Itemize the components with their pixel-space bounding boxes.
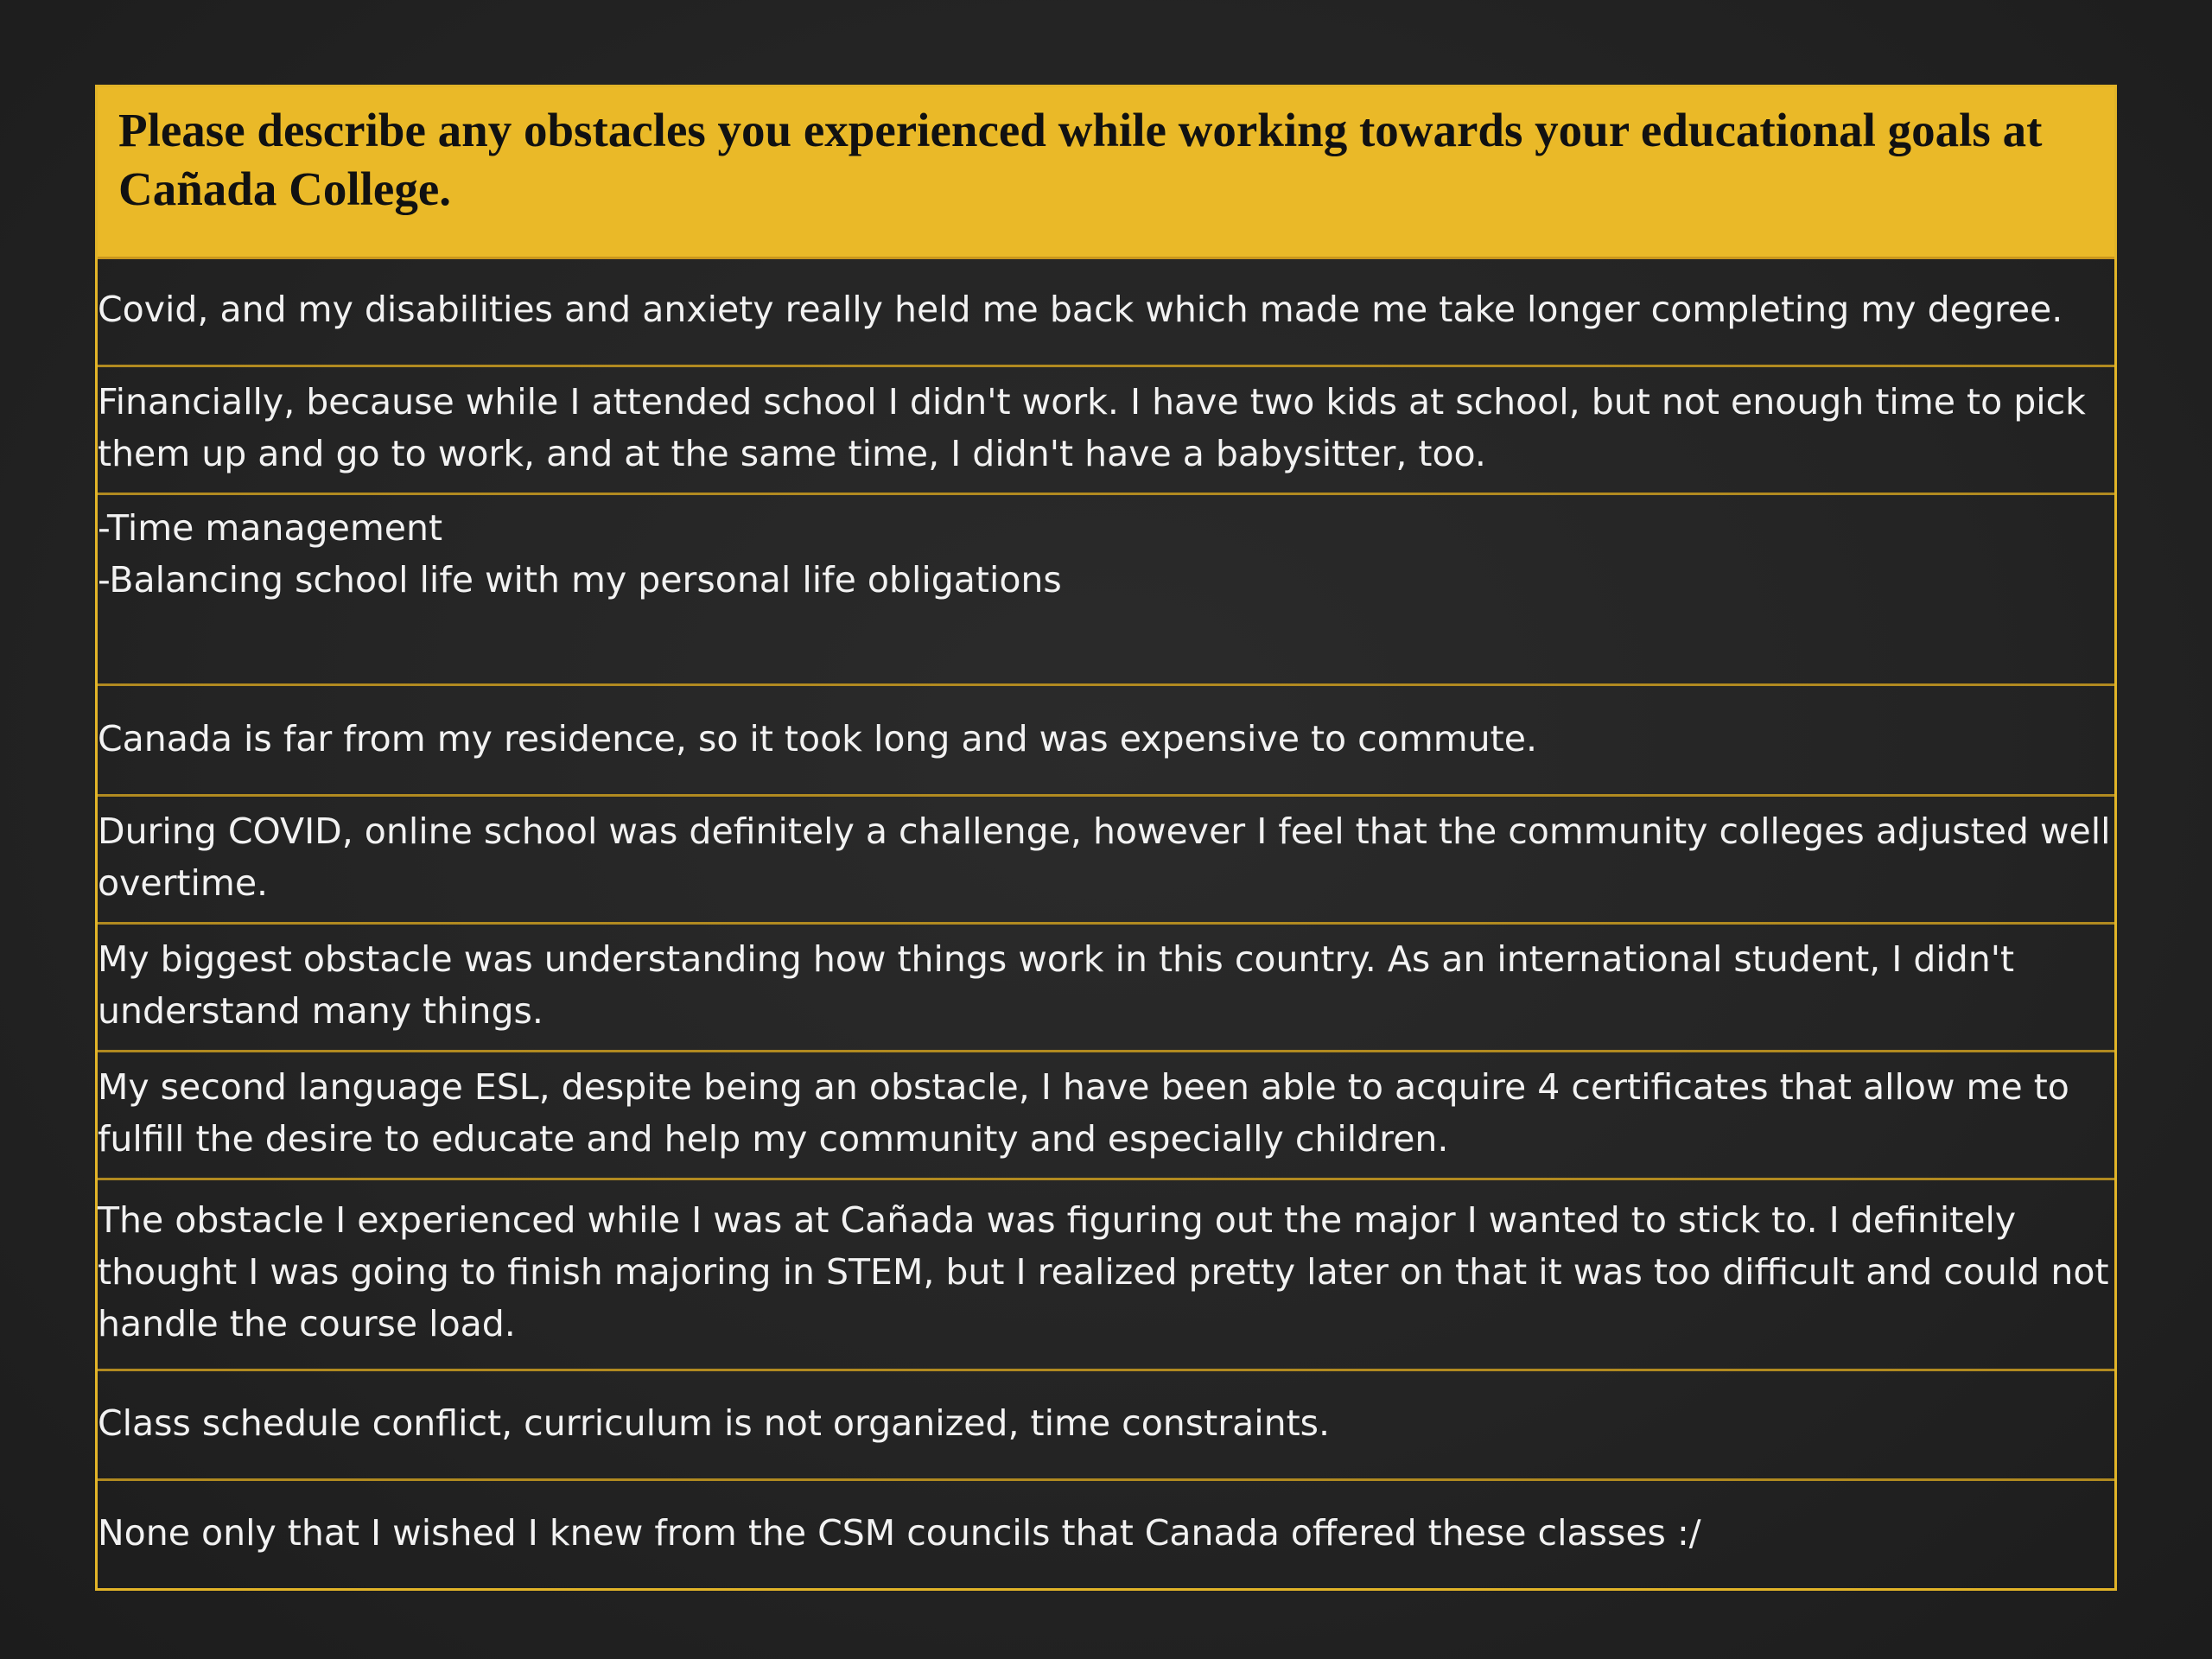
table-row <box>98 1180 2114 1371</box>
survey-responses-table <box>95 85 2117 1591</box>
response-text: Canada is far from my residence, so it took long and was expensive to commute. <box>98 717 1537 760</box>
table-row <box>98 259 2114 367</box>
response-text: Financially, because while I attended school I didn't work. I have two kids at school, but not enough time to pick them up and go to work, and at the same time, I didn't have a babysitter, too. <box>98 381 2086 474</box>
response-text: Covid, and my disabilities and anxiety really held me back which made me take longer completing my degree. <box>98 289 2063 330</box>
response-text: My biggest obstacle was understanding how things work in this country. As an international student, I didn't understand many things. <box>98 938 2015 1032</box>
table-row <box>98 1052 2114 1180</box>
response-text: Class schedule conflict, curriculum is not organized, time constraints. <box>98 1402 1331 1444</box>
table-row <box>98 797 2114 925</box>
response-text: During COVID, online school was definitely a challenge, however I feel that the community colleges adjusted well overtime. <box>98 810 2111 904</box>
table-row <box>98 367 2114 495</box>
response-text: -Time management -Balancing school life with my personal life obligations <box>98 507 1062 601</box>
table-row <box>98 686 2114 797</box>
response-text: The obstacle I experienced while I was at Cañada was figuring out the major I wanted to stick to. I definitely thought I was going to finish majoring in STEM, but I realized pretty later on that it was too difficult and could not handle the course load. <box>98 1199 2109 1344</box>
response-text: None only that I wished I knew from the CSM councils that Canada offered these classes :/ <box>98 1512 1701 1554</box>
table-row <box>98 495 2114 686</box>
response-text: My second language ESL, despite being an obstacle, I have been able to acquire 4 certificates that allow me to fulfill the desire to educate and help my community and especially children. <box>98 1066 2069 1160</box>
table-row <box>98 1481 2114 1588</box>
table-row <box>98 1371 2114 1481</box>
table-row <box>98 925 2114 1052</box>
table-header <box>98 87 2114 259</box>
question-heading: Please describe any obstacles you experienced while working towards your educational goals at Cañada College. <box>118 104 2043 215</box>
